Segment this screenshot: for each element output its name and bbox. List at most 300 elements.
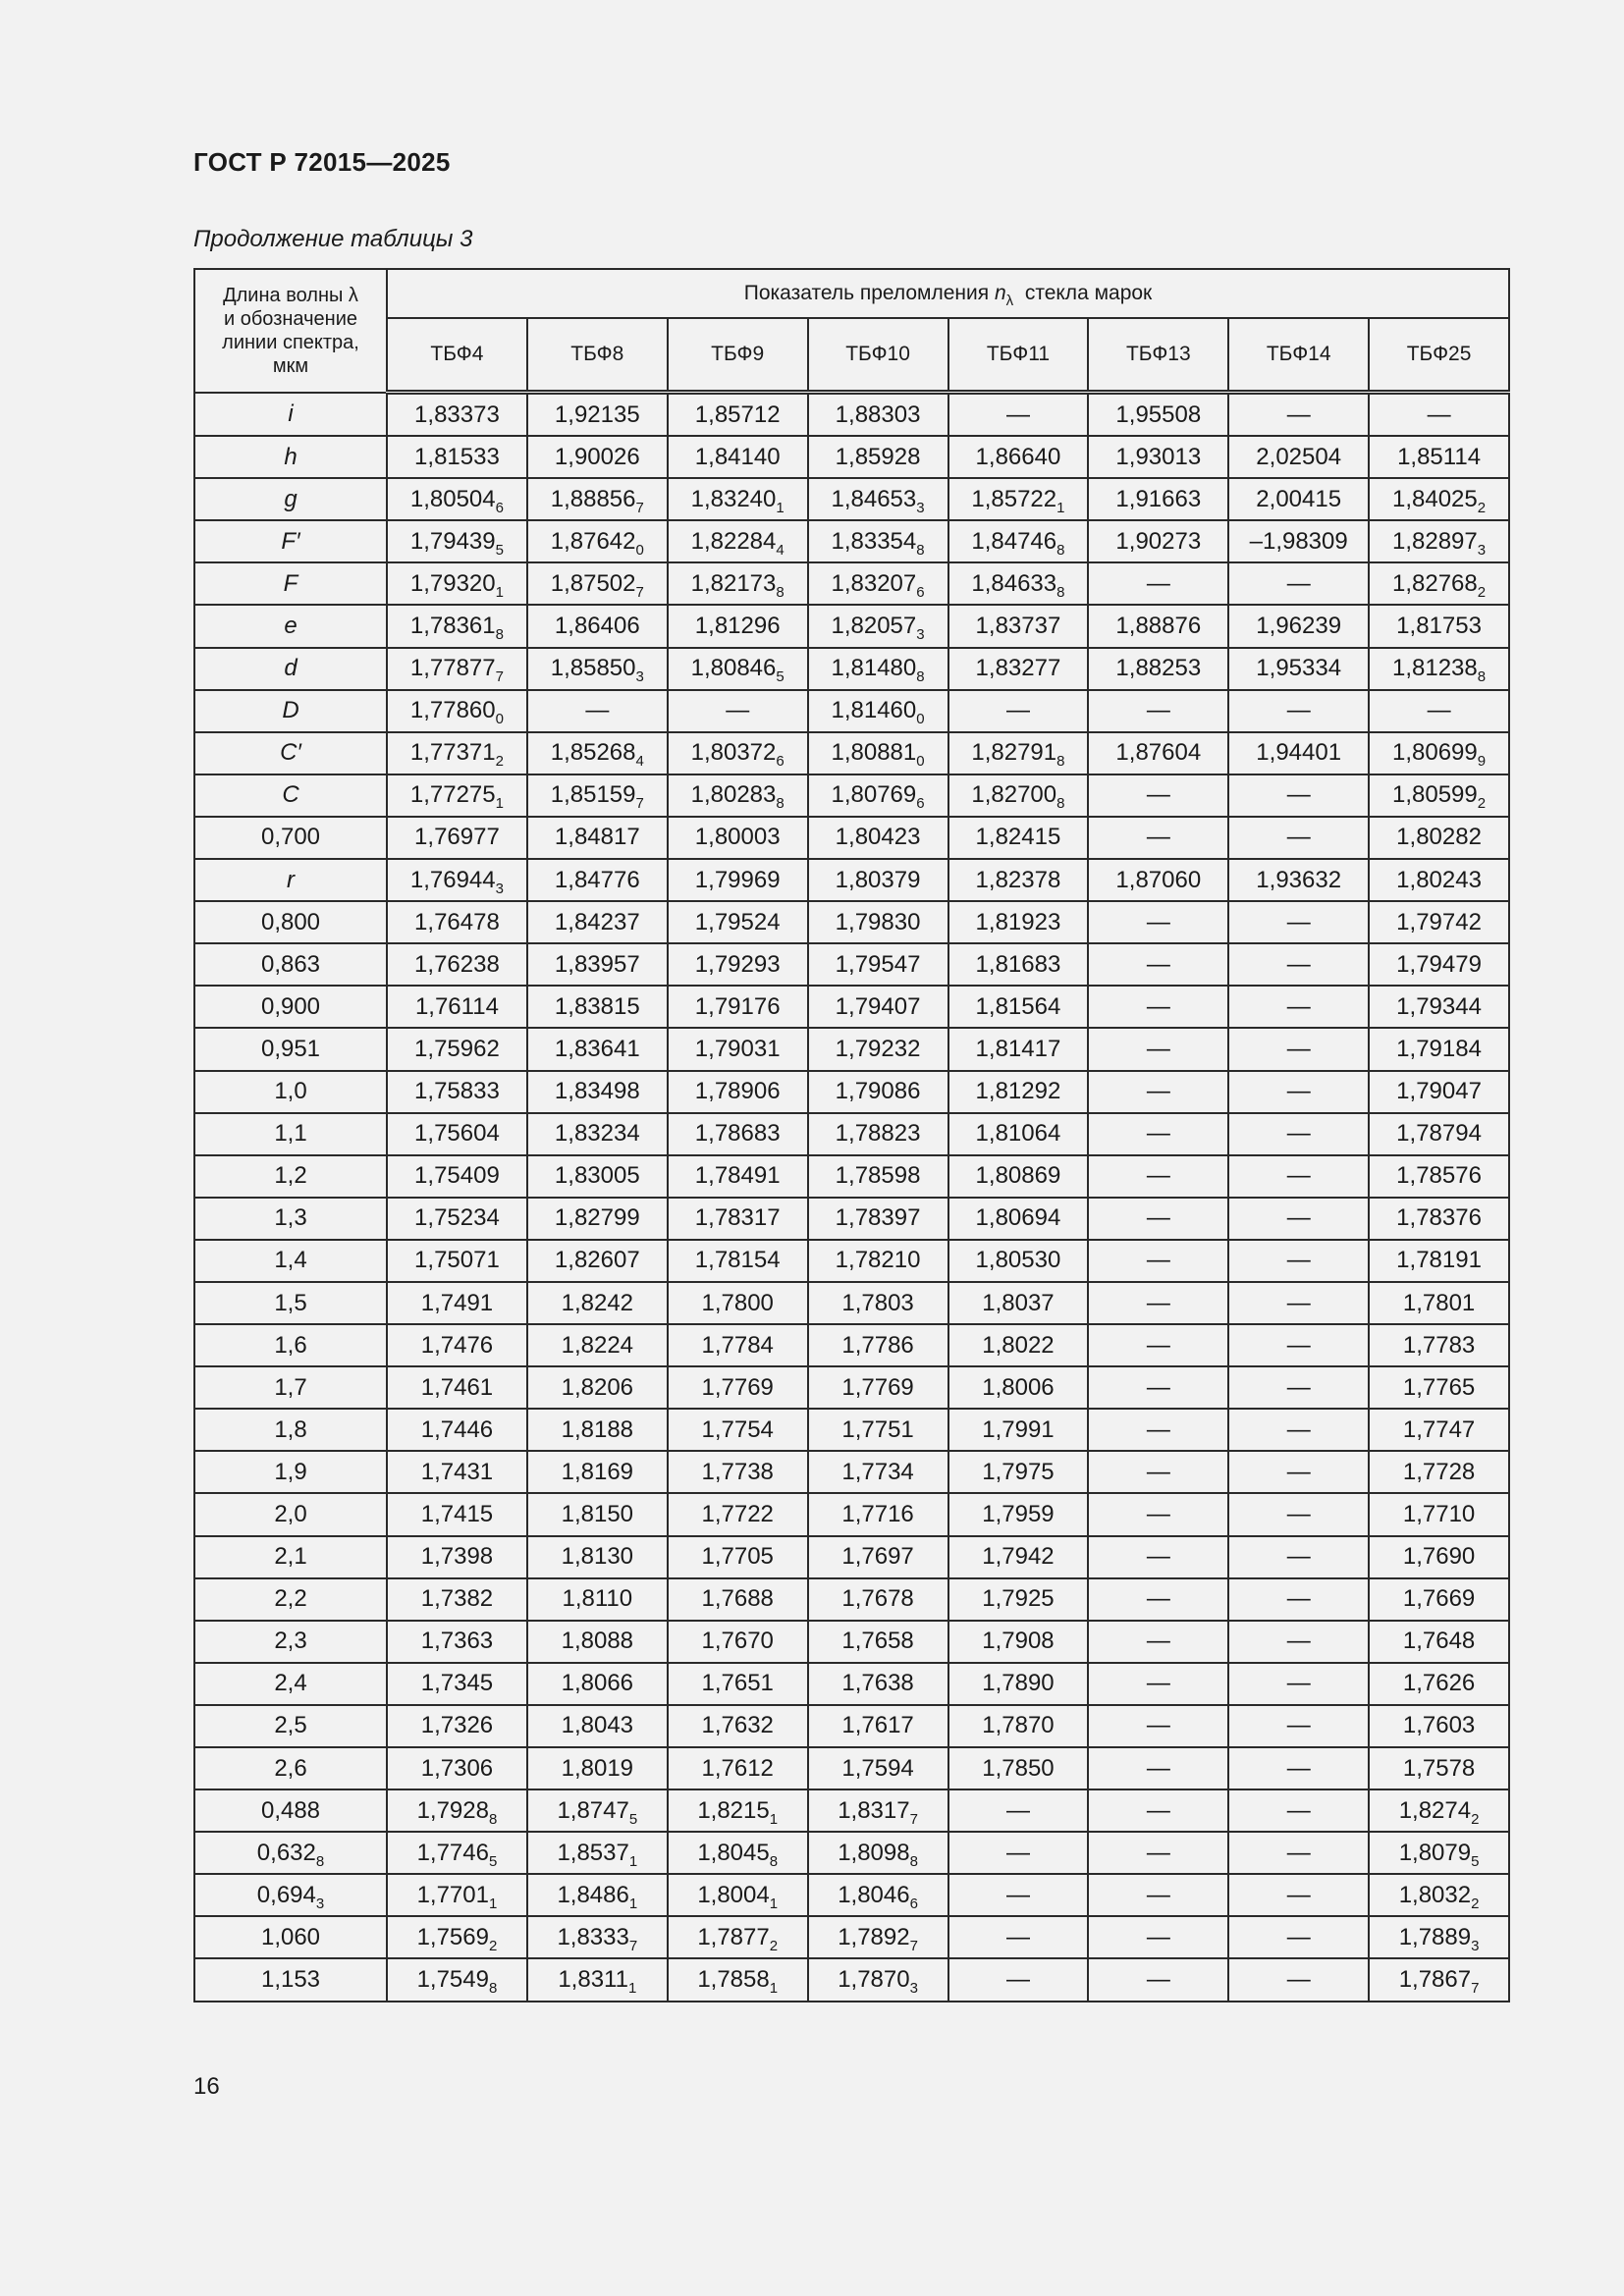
index-cell: $1,8098_8$ [808,1832,948,1874]
index-cell: 1,8019 [527,1747,668,1789]
index-cell: — [1228,1155,1369,1198]
index-cell: $1,87642_0$ [527,520,668,562]
index-cell: 1,84817 [527,817,668,859]
table-row [194,1958,1509,2001]
index-cell: 1,7669 [1369,1578,1509,1621]
index-cell: — [1228,1028,1369,1070]
index-cell: — [1088,1155,1228,1198]
digit-subscript: 6 [916,583,925,601]
wavelength-label: 1,3 [194,1198,387,1240]
index-cell: 1,7690 [1369,1536,1509,1578]
table-row [194,1705,1509,1747]
index-cell: $1,8486_1$ [527,1874,668,1916]
index-cell: 1,7769 [808,1366,948,1409]
column-header: ТБФ9 [668,318,808,393]
index-cell: — [1088,1958,1228,2001]
index-cell: 1,7747 [1369,1409,1509,1451]
digit-subscript: 2 [1471,1810,1480,1828]
index-cell: $1,85159_7$ [527,774,668,817]
index-cell: 1,78683 [668,1113,808,1155]
digit-subscript: 3 [916,499,925,516]
index-cell: 1,81533 [387,436,527,478]
index-cell: 1,90273 [1088,520,1228,562]
digit-subscript: 0 [495,711,504,728]
digit-subscript: 1 [776,499,785,516]
index-cell: 1,80694 [948,1198,1089,1240]
index-cell: 1,7612 [668,1747,808,1789]
index-cell: — [1228,1113,1369,1155]
index-cell: — [527,690,668,732]
index-cell: — [1228,562,1369,605]
table-row [194,1113,1509,1155]
corner-line: линии спектра, [222,331,359,353]
index-cell: 1,85928 [808,436,948,478]
index-cell: 1,92135 [527,393,668,437]
index-cell: $1,78361_8$ [387,605,527,647]
index-cell: $1,76944_3$ [387,859,527,901]
wavelength-label: 1,1 [194,1113,387,1155]
index-cell: 1,93013 [1088,436,1228,478]
index-cell: $1,8311_1$ [527,1958,668,2001]
index-cell: $1,80769_6$ [808,774,948,817]
digit-subscript: 0 [916,753,925,771]
index-cell: — [948,690,1089,732]
index-cell: — [948,1832,1089,1874]
index-cell: — [1088,1366,1228,1409]
index-cell: 1,79407 [808,986,948,1028]
index-cell: $1,8004_1$ [668,1874,808,1916]
digit-subscript: 3 [909,1980,918,1998]
index-cell: 1,8224 [527,1324,668,1366]
wavelength-label: 0,800 [194,901,387,943]
index-cell: 1,78191 [1369,1240,1509,1282]
index-cell: — [1228,943,1369,986]
table-row [194,1747,1509,1789]
index-cell: 1,86406 [527,605,668,647]
column-header: ТБФ25 [1369,318,1509,393]
index-cell: $1,8537_1$ [527,1832,668,1874]
index-cell: 1,7754 [668,1409,808,1451]
column-header: ТБФ8 [527,318,668,393]
index-cell: $1,83207_6$ [808,562,948,605]
index-cell: 1,78397 [808,1198,948,1240]
digit-subscript: 6 [776,753,785,771]
table-caption: Продолжение таблицы 3 [193,226,473,252]
table-row [194,1916,1509,1958]
wavelength-label: r [194,859,387,901]
index-cell: 1,79830 [808,901,948,943]
index-cell: 1,83498 [527,1071,668,1113]
index-cell: — [1088,1536,1228,1578]
index-cell: 1,79524 [668,901,808,943]
digit-subscript: 1 [769,1980,779,1998]
index-cell: 1,79969 [668,859,808,901]
table-row [194,1578,1509,1621]
wavelength-label: 0,700 [194,817,387,859]
index-cell: — [1088,1663,1228,1705]
table-row [194,774,1509,817]
index-cell: $1,8317_7$ [808,1789,948,1832]
index-cell: $1,77877_7$ [387,648,527,690]
index-cell: 1,75234 [387,1198,527,1240]
table-row [194,1832,1509,1874]
index-cell: 1,84140 [668,436,808,478]
wavelength-label: 1,4 [194,1240,387,1282]
wavelength-label: 1,5 [194,1282,387,1324]
index-cell: 1,82799 [527,1198,668,1240]
index-cell: 1,78317 [668,1198,808,1240]
index-cell: $1,8333_7$ [527,1916,668,1958]
table-row [194,1366,1509,1409]
index-cell: 1,7648 [1369,1621,1509,1663]
table-row [194,901,1509,943]
index-cell: — [668,690,808,732]
index-cell: 1,86640 [948,436,1089,478]
table-row [194,1282,1509,1324]
index-cell: 1,87604 [1088,732,1228,774]
index-cell: $1,77860_0$ [387,690,527,732]
table-row [194,1198,1509,1240]
digit-subscript: 1 [1056,499,1065,516]
digit-subscript: 5 [628,1810,638,1828]
index-cell: $1,8032_2$ [1369,1874,1509,1916]
index-cell: $1,82897_3$ [1369,520,1509,562]
index-cell: $1,80283_8$ [668,774,808,817]
index-cell: 1,78376 [1369,1198,1509,1240]
table-row [194,478,1509,520]
index-cell: 1,7326 [387,1705,527,1747]
digit-subscript: 5 [776,668,785,686]
wavelength-label: D [194,690,387,732]
index-cell: 1,75962 [387,1028,527,1070]
table-row [194,1789,1509,1832]
wavelength-label: 1,7 [194,1366,387,1409]
digit-subscript: 3 [635,668,644,686]
index-cell: 1,88253 [1088,648,1228,690]
index-cell: — [1228,1282,1369,1324]
table-row [194,986,1509,1028]
index-cell: $1,8045_8$ [668,1832,808,1874]
index-cell: 1,78576 [1369,1155,1509,1198]
index-cell: 1,8022 [948,1324,1089,1366]
index-cell: 1,83641 [527,1028,668,1070]
index-cell: 1,7688 [668,1578,808,1621]
index-cell: 1,83957 [527,943,668,986]
index-cell: — [1228,1958,1369,2001]
index-cell: 1,84237 [527,901,668,943]
digit-subscript: 7 [635,583,644,601]
index-cell: 1,7697 [808,1536,948,1578]
index-cell: — [1088,774,1228,817]
index-cell: — [1088,1578,1228,1621]
index-cell: — [1228,393,1369,437]
column-header: ТБФ13 [1088,318,1228,393]
index-cell: 1,7722 [668,1493,808,1535]
index-cell: 1,79047 [1369,1071,1509,1113]
index-cell: 1,76478 [387,901,527,943]
index-cell: 1,78598 [808,1155,948,1198]
index-cell: $1,83240_1$ [668,478,808,520]
index-cell: — [1088,1493,1228,1535]
table-row [194,732,1509,774]
index-cell: 1,7728 [1369,1451,1509,1493]
index-cell: $1,82768_2$ [1369,562,1509,605]
index-cell: — [1088,1324,1228,1366]
digit-subscript: 7 [495,668,504,686]
wavelength-label: 2,6 [194,1747,387,1789]
column-header: ТБФ4 [387,318,527,393]
digit-subscript: 8 [1056,753,1065,771]
wavelength-label: d [194,648,387,690]
index-cell: — [1088,1198,1228,1240]
index-cell: 1,85712 [668,393,808,437]
table-body [194,393,1509,2002]
index-cell: 1,76238 [387,943,527,986]
digit-subscript: 8 [315,1852,325,1870]
table-head [194,269,1509,393]
index-cell: $1,7928_8$ [387,1789,527,1832]
index-cell: — [948,1874,1089,1916]
index-cell: 1,7801 [1369,1282,1509,1324]
index-cell: 1,81064 [948,1113,1089,1155]
index-cell: 1,78906 [668,1071,808,1113]
index-cell: $1,82700_8$ [948,774,1089,817]
index-cell: 1,81292 [948,1071,1089,1113]
index-cell: 1,79742 [1369,901,1509,943]
index-cell: 1,8150 [527,1493,668,1535]
index-cell: 1,7738 [668,1451,808,1493]
digit-subscript: 1 [769,1895,779,1912]
table-row [194,1536,1509,1578]
index-cell: $1,85722_1$ [948,478,1089,520]
index-cell: 1,7890 [948,1663,1089,1705]
index-cell: 1,80243 [1369,859,1509,901]
index-cell: 1,83277 [948,648,1089,690]
index-cell: — [1228,1874,1369,1916]
index-cell: — [1228,690,1369,732]
index-cell: — [1088,817,1228,859]
digit-subscript: 9 [1477,753,1487,771]
column-header: ТБФ10 [808,318,948,393]
wavelength-label: h [194,436,387,478]
group-header [387,269,1509,318]
index-cell: 1,8043 [527,1705,668,1747]
index-cell: 1,7415 [387,1493,527,1535]
index-cell: 1,7617 [808,1705,948,1747]
digit-subscript: 8 [1056,541,1065,559]
wavelength-label: C′ [194,732,387,774]
index-cell: 1,80379 [808,859,948,901]
index-cell: $1,85268_4$ [527,732,668,774]
wavelength-label: 2,5 [194,1705,387,1747]
digit-subscript: 8 [769,1852,779,1870]
digit-subscript: 7 [909,1937,918,1954]
index-cell: 1,80869 [948,1155,1089,1198]
page-number: 16 [193,2073,220,2100]
index-cell: $1,7701_1$ [387,1874,527,1916]
corner-line: и обозначение [224,307,357,330]
index-cell: 1,88876 [1088,605,1228,647]
digit-subscript: 7 [909,1810,918,1828]
index-cell: — [1088,1747,1228,1789]
column-header: ТБФ14 [1228,318,1369,393]
index-cell: — [1088,1071,1228,1113]
index-cell: 1,81296 [668,605,808,647]
index-cell: 1,7632 [668,1705,808,1747]
index-cell: 1,81683 [948,943,1089,986]
index-cell: –1,98309 [1228,520,1369,562]
index-cell: 1,7398 [387,1536,527,1578]
index-cell: — [1088,943,1228,986]
index-cell: 1,94401 [1228,732,1369,774]
digit-subscript: 1 [495,795,504,813]
index-cell: 1,7382 [387,1578,527,1621]
index-cell: 1,7908 [948,1621,1089,1663]
table-row [194,393,1509,437]
index-cell: — [1088,1240,1228,1282]
index-cell: $1,7858_1$ [668,1958,808,2001]
index-cell: — [1228,1621,1369,1663]
index-cell: 1,81753 [1369,605,1509,647]
group-header-suffix: стекла марок [1013,282,1153,304]
index-cell: 1,7786 [808,1324,948,1366]
wavelength-label: 1,060 [194,1916,387,1958]
index-cell: $1,84025_2$ [1369,478,1509,520]
corner-line: мкм [272,354,309,377]
index-cell: — [948,1916,1089,1958]
table-row [194,1240,1509,1282]
index-cell: 1,75071 [387,1240,527,1282]
digit-subscript: 6 [909,1895,918,1912]
index-cell: 1,79232 [808,1028,948,1070]
digit-subscript: 4 [635,753,644,771]
index-cell: 1,7942 [948,1536,1089,1578]
index-cell: 1,75409 [387,1155,527,1198]
index-cell: 1,8206 [527,1366,668,1409]
index-cell: $1,83354_8$ [808,520,948,562]
wavelength-label: 0,900 [194,986,387,1028]
index-cell: — [1088,1789,1228,1832]
table-row [194,1324,1509,1366]
digit-subscript: 8 [776,583,785,601]
index-cell: 1,78823 [808,1113,948,1155]
index-cell: 1,79031 [668,1028,808,1070]
digit-subscript: 1 [488,1895,498,1912]
index-cell: — [948,1958,1089,2001]
index-cell: 1,7594 [808,1747,948,1789]
index-cell: — [1228,1663,1369,1705]
index-cell: $1,7870_3$ [808,1958,948,2001]
digit-subscript: 2 [488,1937,498,1954]
wavelength-label: $0,632_8$ [194,1832,387,1874]
index-cell: — [1088,1451,1228,1493]
index-cell: — [1088,986,1228,1028]
index-cell: — [1088,1409,1228,1451]
index-cell: 1,78154 [668,1240,808,1282]
digit-subscript: 8 [909,1852,918,1870]
digit-subscript: 3 [495,880,504,897]
index-cell: 1,80282 [1369,817,1509,859]
index-cell: $1,7549_8$ [387,1958,527,2001]
index-cell: 1,7638 [808,1663,948,1705]
table-row [194,817,1509,859]
wavelength-label: 2,0 [194,1493,387,1535]
index-cell: $1,80699_9$ [1369,732,1509,774]
index-cell: 1,7734 [808,1451,948,1493]
index-cell: — [1228,1832,1369,1874]
index-cell: 1,75604 [387,1113,527,1155]
digit-subscript: 8 [916,541,925,559]
index-cell: $1,82057_3$ [808,605,948,647]
index-cell: 1,7870 [948,1705,1089,1747]
wavelength-label: 1,0 [194,1071,387,1113]
index-cell: 1,81564 [948,986,1089,1028]
index-cell: 1,7345 [387,1663,527,1705]
index-cell: 1,7800 [668,1282,808,1324]
wavelength-label: 2,4 [194,1663,387,1705]
index-cell: — [1228,1451,1369,1493]
index-cell: 1,8110 [527,1578,668,1621]
digit-subscript: 2 [769,1937,779,1954]
index-cell: 1,93632 [1228,859,1369,901]
index-cell: 1,79479 [1369,943,1509,986]
index-cell: 1,91663 [1088,478,1228,520]
index-cell: 1,82607 [527,1240,668,1282]
digit-subscript: 4 [776,541,785,559]
digit-subscript: 8 [488,1980,498,1998]
digit-subscript: 1 [628,1895,638,1912]
index-cell: 1,79344 [1369,986,1509,1028]
index-cell: $1,7877_2$ [668,1916,808,1958]
index-cell: $1,81460_0$ [808,690,948,732]
index-cell: — [1088,1113,1228,1155]
index-cell: $1,87502_7$ [527,562,668,605]
index-cell: 2,02504 [1228,436,1369,478]
digit-subscript: 1 [495,583,504,601]
digit-subscript: 2 [1477,795,1487,813]
index-cell: $1,8046_6$ [808,1874,948,1916]
digit-subscript: 8 [1056,795,1065,813]
index-cell: — [1228,1493,1369,1535]
table-row [194,1155,1509,1198]
index-cell: $1,7867_7$ [1369,1958,1509,2001]
index-cell: — [1228,1198,1369,1240]
index-cell: $1,7889_3$ [1369,1916,1509,1958]
digit-subscript: 7 [628,1937,638,1954]
index-cell: — [1369,690,1509,732]
index-cell: $1,80846_5$ [668,648,808,690]
index-cell: 1,7603 [1369,1705,1509,1747]
index-cell: 1,7710 [1369,1493,1509,1535]
index-cell: $1,77275_1$ [387,774,527,817]
index-cell: $1,8747_5$ [527,1789,668,1832]
digit-subscript: 3 [916,626,925,644]
digit-subscript: 1 [769,1810,779,1828]
wavelength-label: 0,951 [194,1028,387,1070]
index-cell: — [1228,774,1369,817]
index-cell: — [1088,1621,1228,1663]
digit-subscript: 8 [1477,668,1487,686]
index-cell: 1,7670 [668,1621,808,1663]
digit-subscript: 3 [315,1895,325,1912]
index-cell: $1,84633_8$ [948,562,1089,605]
index-cell: 1,7784 [668,1324,808,1366]
index-cell: — [1228,1789,1369,1832]
table-row [194,436,1509,478]
index-cell: $1,82284_4$ [668,520,808,562]
index-cell: — [1228,1705,1369,1747]
index-cell: 1,7491 [387,1282,527,1324]
